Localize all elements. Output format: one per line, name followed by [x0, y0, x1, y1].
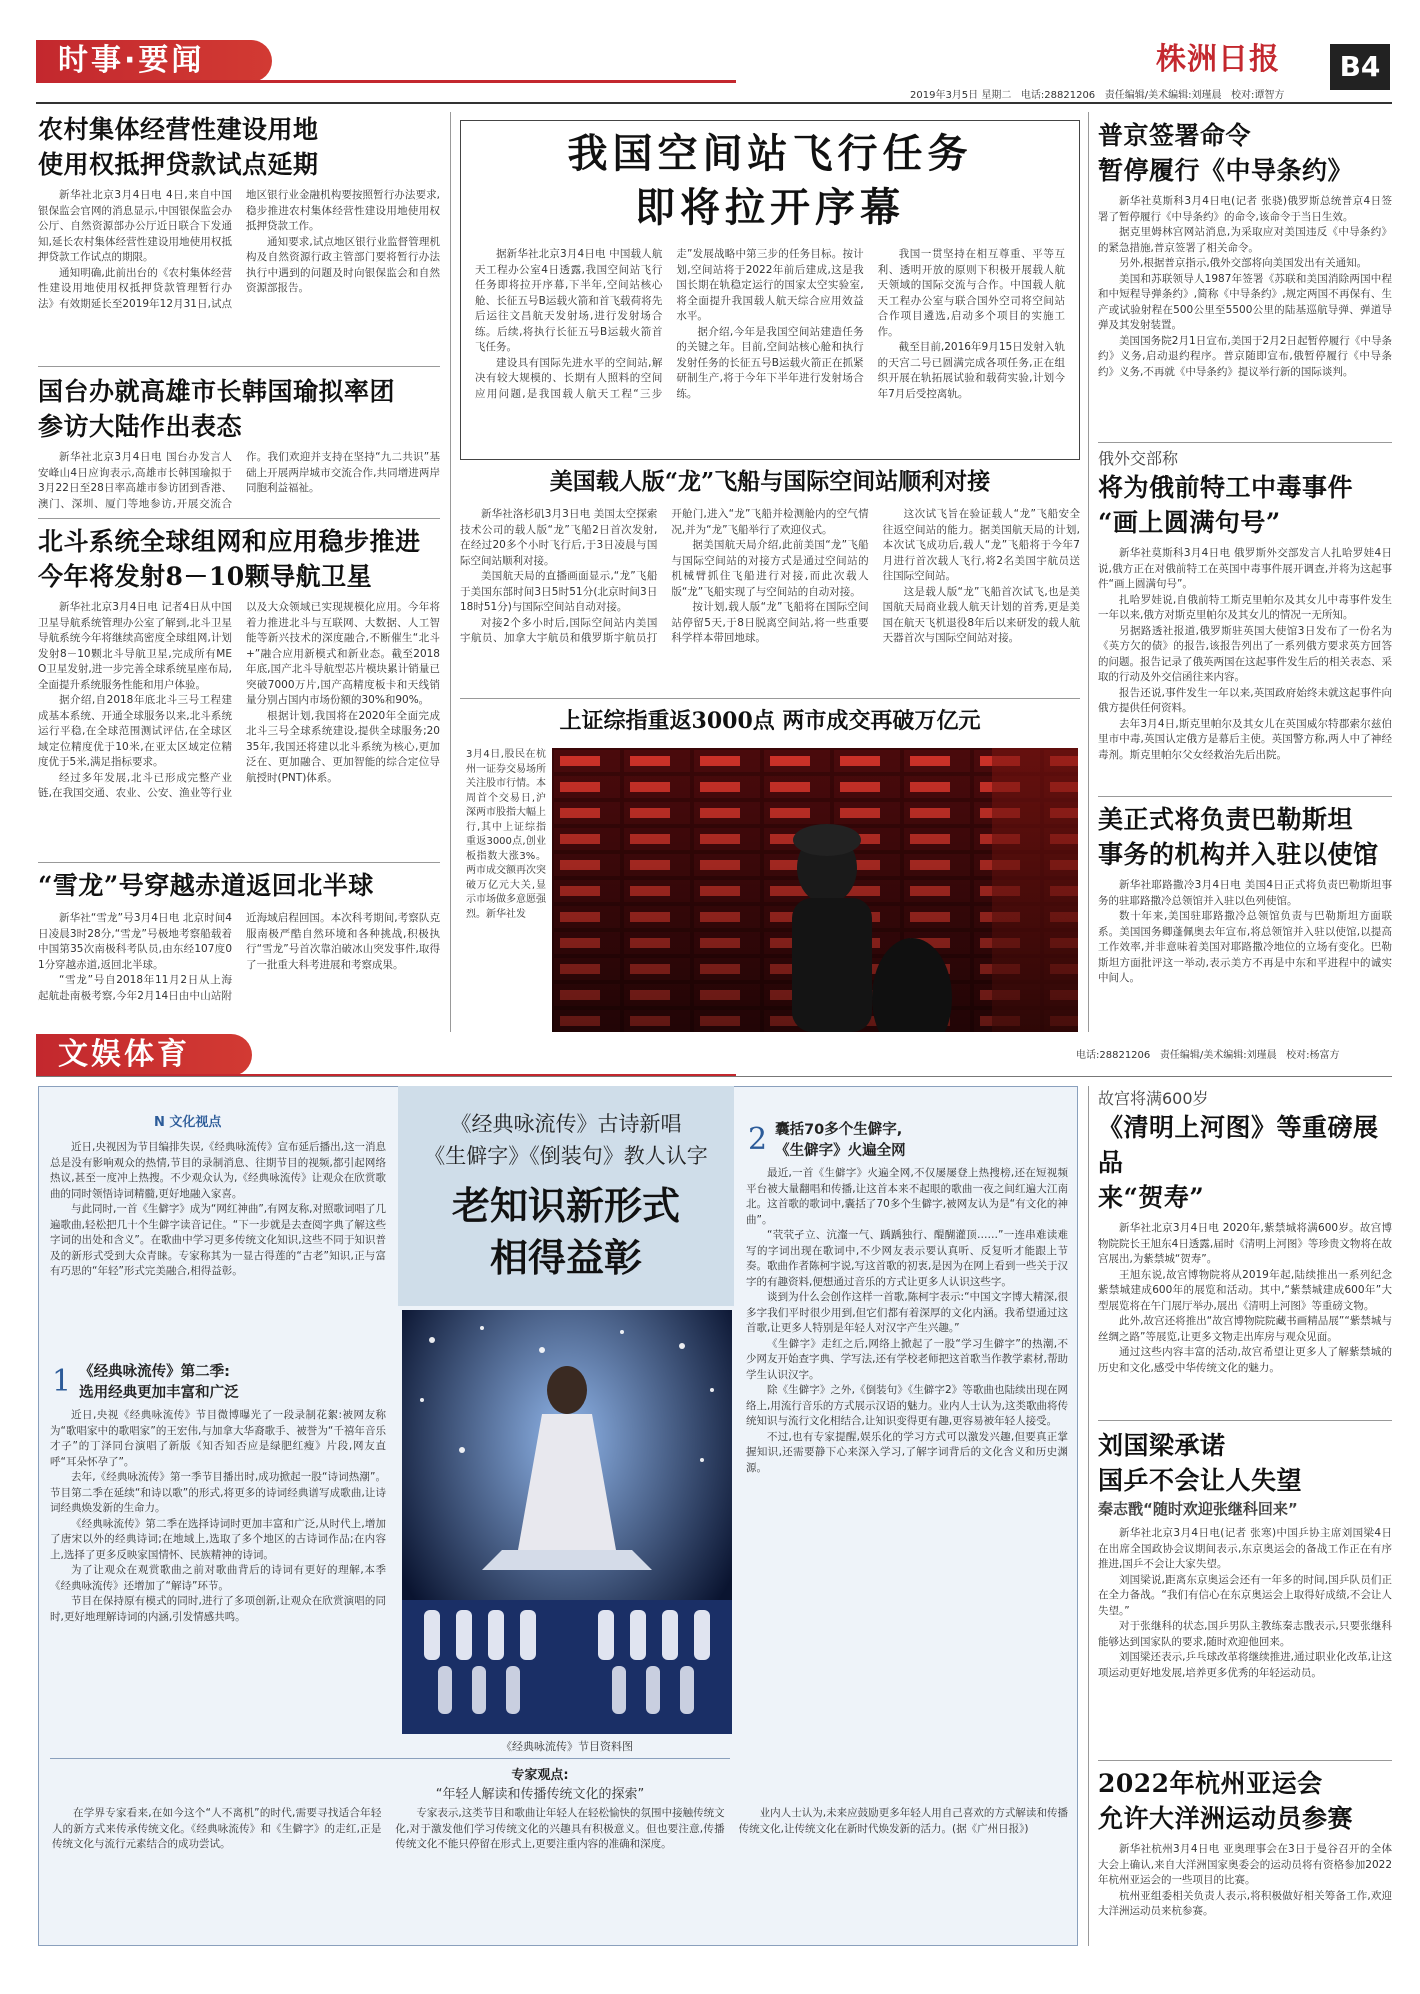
headline: 农村集体经营性建设用地 使用权抵押贷款试点延期	[38, 115, 319, 179]
paragraph: 另据路透社报道,俄罗斯驻英国大使馆3日发布了一份名为《英方欠的债》的报告,该报告列出了一系列俄方要求英方回答的问题。报告记录了俄英两国在这起事件发生后的相关表态、采取的行动及外交信函往来内容。	[1098, 624, 1392, 683]
column-rule	[1088, 112, 1089, 1032]
article-body	[1098, 878, 1392, 1018]
section-rule-thin	[36, 1076, 1392, 1077]
section-2	[748, 1120, 1068, 1162]
section-1	[52, 1362, 388, 1404]
section-1-body	[50, 1408, 386, 1742]
column-rule	[450, 112, 451, 1032]
section-number: 1	[52, 1364, 72, 1399]
section-meta	[1076, 1046, 1340, 1061]
paragraph: 新华社杭州3月4日电 亚奥理事会在3日于曼谷召开的全体大会上确认,来自大洋洲国家奥委会的运动员将有资格参加2022年杭州亚运会的一些项目的比赛。	[1098, 1843, 1392, 1886]
stock-board-photo	[552, 748, 1078, 1032]
divider	[1098, 796, 1392, 797]
paragraph: 另外,根据普京指示,俄外交部将向美国发出有关通知。	[1119, 257, 1368, 269]
divider	[460, 698, 1080, 699]
headline: 刘国梁承诺 国乒不会让人失望	[1098, 1431, 1303, 1495]
paragraph: 去年3月4日,斯克里帕尔及其女儿在英国威尔特郡索尔兹伯里市中毒,英国认定俄方是幕后主使。英国警方称,两人中了神经毒剂。斯克里帕尔父女经救治先后出院。	[1098, 717, 1392, 761]
article-us-embassy	[1098, 802, 1392, 1018]
paragraph: “雪龙”号自2018年11月2日从上海起航赴南极考察,今年2月14日由中山站附近海域启程回国。本次科考期间,考察队克服南极严酷自然环境和各种挑战,积极执行“雪龙”号首次靠泊破冰山突发事件,取得了一批重大科考进展和考察成果。	[38, 912, 440, 1002]
paragraph: 新华社“雪龙”号3月4日电 北京时间4日凌晨3时28分,“雪龙”号极地考察船载着中国第35次南极科考队员,由东经107度01分穿越赤道,返回北半球。	[38, 912, 232, 971]
article-space-station	[460, 120, 1080, 460]
article-body	[38, 600, 440, 860]
paragraph: 通知明确,此前出台的《农村集体经营性建设用地使用权抵押贷款管理暂行办法》有效期延长至2019年12月31日,试点地区银行业金融机构要按照暂行办法要求,稳步推进农村集体经营性建设用地使用权抵押贷款工作。	[38, 189, 440, 310]
paragraph: 报告还说,事件发生一年以来,英国政府始终未就这起事件向俄方提供任何资料。	[1098, 686, 1392, 714]
expert-label: 专家观点:	[511, 1768, 569, 1783]
divider	[38, 862, 440, 863]
paragraph: 经过多年发展,北斗已形成完整产业链,在我国交通、农业、公安、渔业等行业以及大众领域已实现规模化应用。今年将着力推进北斗与互联网、大数据、人工智能等新兴技术的深度融合,不断催生“北斗+”融合应用新模式和新业态。截至2018年底,国产北斗导航型芯片模块累计销量已突破7000万片,国产高精度板卡和天线销量分别占国内市场份额的30%和90%。	[38, 601, 440, 799]
paragraph: 截至目前,2016年9月15日发射入轨的天宫二号已圆满完成各项任务,正在组织开展在轨拓展试验和载荷实验,计划今年7月后受控离轨。	[877, 341, 1065, 400]
article-rural-land	[38, 112, 440, 358]
article-body	[38, 188, 440, 358]
article-body	[1098, 1526, 1392, 1758]
paragraph: 新华社北京3月4日电 2020年,紫禁城将满600岁。故宫博物院院长王旭东4日透露,届时《清明上河图》等珍贵文物将在故宫展出,为紫禁城“贺寿”。	[1098, 1222, 1392, 1265]
paragraph: 最近,一首《生僻字》火遍全网,不仅屡屡登上热搜榜,还在短视频平台被大量翻唱和传播,让这首本来不起眼的歌曲一夜之间红遍大江南北。这首歌的歌词中,囊括了70多个生僻字,被网友认为是“有文化的神曲”。	[746, 1167, 1068, 1226]
paragraph: 除《生僻字》之外,《倒装句》《生僻字2》等歌曲也陆续出现在网络上,用流行音乐的方式展示汉语的魅力。业内人士认为,这类歌曲将传统知识与流行文化相结合,让知识变得更有趣,更容易被年轻人接受。	[746, 1384, 1068, 1427]
section-title: 囊括70多个生僻字, 《生僻字》火遍全网	[775, 1122, 906, 1159]
paragraph: 按计划,载人版“龙”飞船将在国际空间站停留5天,于8日脱离空间站,将一些重要科学样本带回地球。	[671, 601, 869, 644]
photo-caption: 《经典咏流传》节目资料图	[501, 1740, 633, 1753]
paragraph: 数十年来,美国驻耶路撒冷总领馆负责与巴勒斯坦方面联系。美国国务卿蓬佩奥去年宣布,将总领馆并入驻以使馆,以提高工作效率,并非意味着美国对耶路撒冷地位的立场有变化。巴勒斯坦方面批评这一举动,表示美方不再是中东和平进程中的诚实中间人。	[1098, 910, 1392, 984]
paragraph: 新华社莫斯科3月4日电 俄罗斯外交部发言人扎哈罗娃4日说,俄方正在对俄前特工在英国中毒事件展开调查,并将为这起事件“画上圆满句号”。	[1098, 547, 1392, 590]
expert-body	[52, 1806, 1068, 1940]
phone: 电话:28821206	[1020, 90, 1096, 101]
article-palace-museum	[1098, 1088, 1392, 1451]
article-stock-market	[460, 706, 1080, 737]
section-banner-culture: 文娱体育	[36, 1034, 252, 1076]
paragraph: 据介绍,自2018年底北斗三号工程建成基本系统、开通全球服务以来,北斗系统运行平稳,在全球范围测试评估,在全球区域定位精度优于10米,在亚太区域定位精度优于5米,满足指标要求。	[38, 694, 232, 768]
headline: 北斗系统全球组网和应用稳步推进 今年将发射8－10颗导航卫星	[38, 527, 421, 591]
divider	[1098, 442, 1392, 443]
paragraph: “茕茕孑立、沆瀣一气、踽踽独行、醍醐灌顶……”一连串难读难写的字词出现在歌词中,不少网友表示要认真听、反复听才能跟上节奏。歌曲作者陈柯宇说,写这首歌的初衷,是因为在网上看到一些关于汉字的有趣资料,便想通过音乐的方式让更多人认识这些字。	[746, 1229, 1068, 1288]
paragraph: 新华社耶路撒冷3月4日电 美国4日正式将负责巴勒斯坦事务的驻耶路撒冷总领馆并入驻以色列使馆。	[1098, 879, 1392, 907]
article-taiwan-office	[38, 374, 440, 546]
performance-photo	[402, 1310, 732, 1734]
headline: 2022年杭州亚运会 允许大洋洲运动员参赛	[1098, 1769, 1354, 1833]
paragraph: 新华社北京3月4日电(记者 张寒)中国乒协主席刘国梁4日在出席全国政协会议期间表示,东京奥运会的备战工作正在有序推进,国乒不会让大家失望。	[1098, 1527, 1392, 1570]
paragraph: 不过,也有专家提醒,娱乐化的学习方式可以激发兴趣,但要真正掌握知识,还需要静下心来深入学习,了解字词背后的文化含义和历史渊源。	[746, 1430, 1068, 1474]
paragraph: 新华社洛杉矶3月3日电 美国太空探索技术公司的载人版“龙”飞船2日首次发射,在经过20多个小时飞行后,于3日凌晨与国际空间站顺利对接。	[460, 508, 658, 567]
section-number: 2	[748, 1122, 768, 1157]
paragraph: 专家表示,这类节目和歌曲让年轻人在轻松愉快的氛围中接触传统文化,对于激发他们学习传统文化的兴趣具有积极意义。但也要注意,传播传统文化不能只停留在形式上,更要注重内容的准确和深度。	[395, 1807, 725, 1850]
paragraph: 建设具有国际先进水平的空间站,解决有较大规模的、长期有人照料的空间应用问题,是我国载人航天工程“三步走”发展战略中第三步的任务目标。按计划,空间站将于2022年前后建成,这是我国长期在轨稳定运行的国家太空实验室,将全面提升我国载人航天综合应用效益水平。	[475, 248, 864, 400]
article-body	[475, 247, 1065, 452]
paragraph: 新华社北京3月4日电 4日,来自中国银保监会官网的消息显示,中国银保监会办公厅、自然资源部办公厅近日联合下发通知,延长农村集体经营性建设用地使用权抵押贷款工作试点的期限。	[38, 189, 232, 263]
paragraph: 对接2个多小时后,国际空间站内美国宇航员、加拿大宇航员和俄罗斯宇航员打开舱门,进入“龙”飞船并检测舱内的空气情况,并为“龙”飞船举行了欢迎仪式。	[460, 508, 869, 644]
divider	[1098, 1760, 1392, 1761]
paragraph: 与此同时,一首《生僻字》成为“网红神曲”,有网友称,对照歌词唱了几遍歌曲,轻松把几十个生僻字读音记住。“下一步就是去查阅字典了解这些字词的出处和含义”。在歌曲中学习更多传统文化知识,这些不同于知识普及的新形式受到大众青睐。专家称其为一显古得莲的“古老”知识,正与富有巧思的“年轻”形式完美融合,相得益彰。	[50, 1203, 386, 1277]
paragraph: 据介绍,今年是我国空间站建造任务的关键之年。目前,空间站核心舱和执行发射任务的长征五号B运载火箭正在抓紧研制生产,将于今年下半年进行发射场合练。	[676, 325, 864, 400]
stage-image	[402, 1310, 732, 1734]
expert-quote: “年轻人解读和传播传统文化的探索”	[435, 1787, 645, 1802]
paragraph: 节目在保持原有模式的同时,进行了多项创新,让观众在欣赏演唱的同时,更好地理解诗词的内涵,引发情感共鸣。	[50, 1595, 386, 1623]
proofreader: 校对:杨富方	[1286, 1050, 1340, 1061]
page-number: B4	[1330, 44, 1390, 90]
article-xuelong	[38, 868, 440, 1029]
article-beidou	[38, 524, 440, 860]
headline: 将为俄前特工中毒事件 “画上圆满句号”	[1098, 473, 1354, 537]
paragraph: 据美国航天局介绍,此前美国“龙”飞船与国际空间站的对接方式是通过空间站的机械臂抓住飞船进行对接,而此次载人版“龙”飞船实现了与空间站的自动对接。	[671, 539, 869, 598]
section-banner-news: 时事·要闻	[36, 40, 272, 82]
editor: 责任编辑/美术编辑:刘瑾晨	[1159, 1050, 1277, 1061]
paragraph: 刘国梁说,距离东京奥运会还有一年多的时间,国乒队员们正在全力备战。“我们有信心在东京奥运会上取得好成绩,不会让人失望。”	[1098, 1573, 1392, 1617]
phone: 电话:28821206	[1076, 1050, 1151, 1061]
headline: “雪龙”号穿越赤道返回北半球	[38, 871, 374, 900]
article-body	[1098, 194, 1392, 430]
article-dragon-capsule	[460, 466, 1080, 685]
paragraph: 《生僻字》走红之后,网络上掀起了一股“学习生僻字”的热潮,不少网友开始查字典、学写法,还有学校老师把这首歌当作教学素材,帮助学生认识汉字。	[746, 1337, 1068, 1381]
article-putin-inf	[1098, 118, 1392, 430]
paragraph: 此外,故宫还将推出“故宫博物院院藏书画精品展”“紫禁城与丝绸之路”等展览,让更多文物走出库房与观众见面。	[1098, 1315, 1392, 1343]
photo-caption: 3月4日,股民在杭州一证券交易场所关注股市行情。本周首个交易日,沪深两市股指大幅上行,其中上证综指重返3000点,创业板指数大涨3%。两市成交额再次突破万亿元大关,显示市场做多意愿强烈。新华社发	[466, 749, 546, 920]
column-rule	[1088, 1086, 1089, 1946]
paragraph: 通过这些内容丰富的活动,故宫希望让更多人了解紫禁城的历史和文化,感受中华传统文化的魅力。	[1098, 1346, 1392, 1374]
paragraph: 美国航天局的直播画面显示,“龙”飞船于美国东部时间3日5时51分(北京时间3日18时51分)与国际空间站自动对接。	[460, 570, 658, 613]
paragraph: 谈到为什么会创作这样一首歌,陈柯宇表示:“中国文字博大精深,很多字我们平时很少用到,但它们都有着深厚的文化内涵。我希望通过这首歌,让更多人特别是年轻人对汉字产生兴趣。”	[746, 1291, 1068, 1334]
paragraph: 扎哈罗娃说,自俄前特工斯克里帕尔及其女儿中毒事件发生一年以来,俄方对斯克里帕尔及其女儿的情况一无所知。	[1098, 593, 1392, 621]
section-title: 《经典咏流传》第二季: 选用经典更加丰富和广泛	[79, 1364, 239, 1401]
article-body	[1098, 1221, 1392, 1451]
paragraph: 根据计划,我国将在2020年全面完成北斗三号全球系统建设,提供全球服务;2035年,我国还将建以北斗系统为核心,更加泛在、更加融合、更加智能的综合定位导航授时(PNT)体系。	[246, 709, 440, 784]
paragraph: 通知要求,试点地区银行业监督管理机构及自然资源行政主管部门要将暂行办法执行中遇到的问题及时向银保监会和自然资源部报告。	[246, 235, 440, 294]
feature-heading	[398, 1108, 734, 1284]
kicker: 故宫将满600岁	[1098, 1089, 1209, 1108]
paragraph: 新华社北京3月4日电 记者4日从中国卫星导航系统管理办公室了解到,北斗卫星导航系统今年将继续高密度全球组网,计划发射8－10颗北斗导航卫星,完成所有MEO卫星发射,进一步完善全球系统星座布局,全面提升系统服务性能和用户体验。	[38, 601, 232, 691]
header-rule	[36, 102, 1392, 104]
headline: 我国空间站飞行任务 即将拉开序幕	[567, 130, 973, 231]
divider	[38, 518, 440, 519]
editor: 责任编辑/美术编辑:刘瑾晨	[1104, 90, 1222, 101]
paragraph: 据新华社北京3月4日电 中国载人航天工程办公室4日透露,我国空间站飞行任务即将拉开序幕,下半年,空间站核心舱、长征五号B运载火箭和首飞载荷将先后运往文昌航天发射场,进行发射场合练。后续,将执行长征五号B运载火箭首飞任务。	[475, 248, 663, 353]
paragraph: 新华社北京3月4日电 国台办发言人安峰山4日应询表示,高雄市长韩国瑜拟于3月22日至28日率高雄市参访团到香港、澳门、深圳、厦门等地参访,开展交流合作。我们欢迎并支持在坚持“九二共识”基础上开展两岸城市交流合作,共同增进两岸同胞利益福祉。	[38, 451, 440, 510]
paragraph: 这次试飞旨在验证载人“龙”飞船安全往返空间站的能力。据美国航天局的计划,本次试飞成功后,载人“龙”飞船将于今年7月进行首次载人飞行,将2名美国宇航员送往国际空间站。	[882, 508, 1080, 582]
headline: 上证综指重返3000点 两市成交再破万亿元	[559, 708, 981, 734]
divider	[1098, 1420, 1392, 1421]
paragraph: 我国一贯坚持在相互尊重、平等互利、透明开放的原则下积极开展载人航天领域的国际交流与合作。中国载人航天工程办公室与联合国外空司将空间站合作项目遴选,启动多个项目的实施工作。	[877, 248, 1065, 338]
stock-board-image	[552, 748, 1078, 1032]
newspaper-logo: 株洲日报	[1156, 42, 1280, 77]
article-body	[1098, 546, 1392, 796]
kicker: 俄外交部称	[1098, 449, 1179, 468]
article-body	[460, 507, 1080, 685]
divider	[38, 366, 440, 367]
expert-heading	[340, 1764, 740, 1802]
paragraph: 对于张继科的状态,国乒男队主教练秦志戬表示,只要张继科能够达到国家队的要求,随时欢迎他回来。	[1098, 1620, 1392, 1648]
paragraph: 在学界专家看来,在如今这个“人不离机”的时代,需要寻找适合年轻人的新方式来传承传统文化。《经典咏流传》和《生僻字》的走红,正是传统文化与流行元素结合的成功尝试。	[52, 1807, 382, 1850]
paragraph: 据克里姆林宫网站消息,为采取应对美国违反《中导条约》的紧急措施,普京签署了相关命令。	[1098, 226, 1392, 254]
proofreader: 校对:谭智方	[1231, 90, 1285, 101]
paragraph: 近日,央视《经典咏流传》节目微博曝光了一段录制花絮:被网友称为“歌唱家中的歌唱家”的王宏伟,与加拿大华裔歌手、被誉为“千禧年音乐才子”的丁泽同台演唱了新版《知否知否应是绿肥红瘦》片段,网友直呼“耳朵怀孕了”。	[50, 1409, 386, 1468]
article-table-tennis	[1098, 1428, 1392, 1758]
issue-date: 2019年3月5日 星期二	[910, 90, 1012, 101]
paragraph: 《经典咏流传》第二季在选择诗词时更加丰富和广泛,从时代上,增加了唐宋以外的经典诗词;在地域上,选取了多个地区的古诗词作品;在内容上,选择了更多反映家国情怀、民族精神的诗词。	[50, 1517, 386, 1561]
column-tag: N 文化视点	[154, 1115, 222, 1130]
section-rule	[36, 80, 736, 83]
paragraph: 为了让观众在观赏歌曲之前对歌曲背后的诗词有更好的理解,本季《经典咏流传》还增加了“解诗”环节。	[50, 1564, 386, 1592]
feature-title: 老知识新形式 相得益彰	[451, 1183, 680, 1280]
paragraph: 去年,《经典咏流传》第一季节目播出时,成功掀起一股“诗词热潮”。节目第二季在延续“和诗以歌”的形式,将更多的诗词经典谱写成歌曲,让诗词经典焕发新的生命力。	[50, 1471, 386, 1514]
headline: 《清明上河图》等重磅展品 来“贺寿”	[1098, 1113, 1379, 1212]
paragraph: 美国国务院2月1日宣布,美国于2月2日起暂停履行《中导条约》义务,启动退约程序。普京随即宣布,俄暂停履行《中导条约》义务,不再就《中导条约》提议举行新的国际谈判。	[1098, 334, 1392, 378]
paragraph: 王旭东说,故宫博物院将从2019年起,陆续推出一系列纪念紫禁城建成600年的展览和活动。其中,“紫禁城建成600年”大型展览将在午门展厅举办,展出《清明上河图》等重磅文物。	[1098, 1268, 1392, 1312]
header-meta	[910, 86, 1284, 101]
article-asian-games	[1098, 1766, 1392, 1936]
subheadline: 秦志戬“随时欢迎张继科回来”	[1098, 1500, 1298, 1518]
article-body	[1098, 1842, 1392, 1936]
paragraph: 杭州亚组委相关负责人表示,将积极做好相关筹备工作,欢迎大洋洲运动员来杭参赛。	[1098, 1889, 1392, 1917]
paragraph: 业内人士认为,未来应鼓励更多年轻人用自己喜欢的方式解读和传播传统文化,让传统文化在新时代焕发新的活力。(据《广州日报》)	[738, 1807, 1068, 1835]
section-2-body	[746, 1166, 1068, 1846]
article-body	[38, 911, 440, 1029]
feature-intro	[50, 1140, 386, 1348]
headline: 国台办就高雄市长韩国瑜拟率团 参访大陆作出表态	[38, 377, 396, 441]
feature-kicker-2: 《生僻字》《倒装句》教人认字	[424, 1144, 708, 1168]
feature-kicker-1: 《经典咏流传》古诗新唱	[450, 1112, 682, 1136]
article-russia-spy	[1098, 448, 1392, 796]
headline: 美国载人版“龙”飞船与国际空间站顺利对接	[549, 468, 991, 495]
headline: 美正式将负责巴勒斯坦 事务的机构并入驻以使馆	[1098, 805, 1379, 869]
headline: 普京签署命令 暂停履行《中导条约》	[1098, 121, 1354, 185]
paragraph: 刘国梁还表示,乒乓球改革将继续推进,通过职业化改革,让这项运动更好地发展,培养更多优秀的年轻运动员。	[1098, 1651, 1392, 1679]
paragraph: 新华社莫斯科3月4日电(记者 张骁)俄罗斯总统普京4日签署了暂停履行《中导条约》的命令,该命令于当日生效。	[1098, 195, 1392, 223]
paragraph: 美国和苏联领导人1987年签署《苏联和美国消除两国中程和中短程导弹条约》,简称《中导条约》,规定两国不再保有、生产或试验射程在500公里至5500公里的陆基巡航导弹、弹道导弹及其发射装置。	[1098, 272, 1392, 331]
paragraph: 近日,央视因为节目编排失误,《经典咏流传》宣布延后播出,这一消息总是没有影响观众的热情,节目的录制消息、往期节目的视频,都引起网络热议,甚至一度冲上热搜。不少观众认为,《经典咏流传》让观众在欣赏歌曲的同时领悟诗词精髓,更好地融入家喜。	[50, 1141, 386, 1200]
paragraph: 这是载人版“龙”飞船首次试飞,也是美国航天局商业载人航天计划的首秀,更是美国在航天飞机退役8年后以来研发的载人航天器首次与国际空间站对接。	[882, 585, 1080, 644]
